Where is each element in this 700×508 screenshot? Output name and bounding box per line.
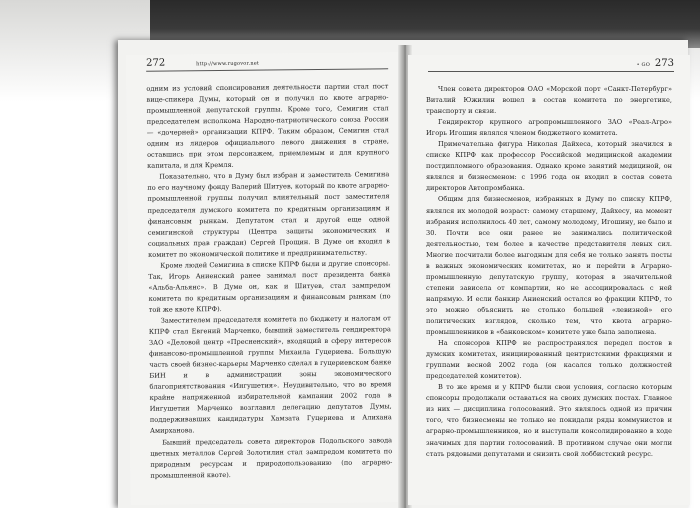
left-page-header xyxy=(146,52,388,72)
right-page xyxy=(408,55,690,505)
left-page xyxy=(126,52,409,505)
paragraph: Показательно, что в Думу был избран и заместитель Семигина по его научному фонду Валерий Шитуев, который по квоте аграрно-промышленной группы получил влиятельный пост заместителя председателя думского комитета по кредитным организациям и финансовым рынкам. Депутатом стал и другой еще одной семигинской структуры (Центра защиты экономических и социальных прав граждан) Сергей Прощин. В Думе он входил в комитет по экономической политике и предпринимательству. xyxy=(147,170,391,259)
paragraph: На спонсоров КПРФ не распространялся передел постов в думских комитетах, инициированный центристскими фракциями и группами весной 2002 года (он касался только должностей председателей комитетов). xyxy=(426,339,672,381)
paragraph: Примечательна фигура Николая Дайхеса, который значился в списке КПРФ как профессор Российской медицинской академии постдипломного образования. Однако кроме занятий медициной, он являлся и бизнесменом: с 1996 года он входил в состав совета директоров Автопромбанка. xyxy=(426,140,672,193)
paragraph: Бывший председатель совета директоров Подольского завода цветных металлов Сергей Золотилин стал зампредом комитета по природным ресурсам и природопользованию (по аграрно-промышленной квоте). xyxy=(150,435,393,480)
right-page-number: 273 xyxy=(654,58,674,69)
left-page-number: 272 xyxy=(146,57,166,69)
paragraph: одним из условий спонсирования деятельности партии стал пост вице-спикера Думы, который он и получил по квоте аграрно-промышленной депутатской группы. Кроме того, Семигин стал председателем исполкома Народно-патриотического союза России — «дочерней» организации КПРФ. Таким образом, Семигин стал одним из лидеров официального левого движения в стране, оставшись при этом персонажем, приемлемым и для крупного капитала, и для Кремля. xyxy=(146,82,390,171)
paragraph: Заместителем председателя комитета по бюджету и налогам от КПРФ стал Евгений Марченко, бывший заместитель гендиректора ЗАО «Деловой центр «Пресненский», входящий в сферу интересов финансово-промышленной группы Михаила Гуцериева. Большую часть своей бизнес-карьеры Марченко сделал в гуцериевском банке БИН и в администрации зоны экономического благоприятствования «Ингушетия». Неудивительно, что во время крайне напряженной избирательной кампании 2002 года в Ингушетии Марченко возглавил делегацию депутатов Думы, поддерживавших кандидатуры Хамзата Гуцериева и Алихана Амирханова. xyxy=(148,314,392,436)
right-page-body xyxy=(426,84,672,460)
paragraph: Гендиректор крупного агропромышленного ЗАО «Реал-Агро» Игорь Игошин являлся членом бюджетного комитета. xyxy=(426,118,672,138)
right-page-header xyxy=(428,55,674,72)
paragraph: Член совета директоров ОАО «Морской порт «Санкт-Петербург» Виталий Южилин вошел в состав комитета по энергетике, транспорту и связи. xyxy=(426,85,672,116)
paragraph: Общим для бизнесменов, избранных в Думу по списку КПРФ, являлся их молодой возраст: самому старшему, Дайхесу, на момент избрания исполнилось 40 лет, самому молодому, Игошину, не было и 30. Почти все они ранее не занимались политической деятельностью, тем более в качестве представителя левых сил. Многие посчитали более выгодным для себя не только занять посты в важных экономических комитетах, но и перейти в Аграрно-промышленную депутатскую группу, которая в значительной степени зависела от компартии, но не ассоциировалась с ней напрямую. И если банкир Аниенский остался во фракции КПРФ, то это можно объяснить не столько большей «левизной» его политических взглядов, сколько тем, что квота аграрно-промышленников в «банковском» комитете уже была заполнена. xyxy=(426,195,672,337)
right-page-section: • GO xyxy=(636,62,650,68)
left-page-url: http://www.rugovor.net xyxy=(196,60,260,68)
left-page-body xyxy=(146,81,392,481)
paragraph: Кроме людей Семигина в списке КПРФ были и другие спонсоры. Так, Игорь Аниенский ранее занимал пост президента банка «Альба-Альянс». В Думе он, как и Шитуев, стал зампредом комитета по кредитным организациям и финансовым рынкам (по той же квоте КПРФ). xyxy=(148,258,391,314)
paragraph: В то же время и у КПРФ были свои условия, согласно которым спонсоры продолжали оставаться на своих думских постах. Главное из них — дисциплина голосований. Это являлось одной из причин того, что бизнесмены не только не покидали ряды коммунистов и аграрно-промышленников, но и выступали консолидированно в ходе значимых для партии голосований. В противном случае они могли стать рядовыми депутатами и снизить свой лоббистский ресурс. xyxy=(426,383,672,458)
